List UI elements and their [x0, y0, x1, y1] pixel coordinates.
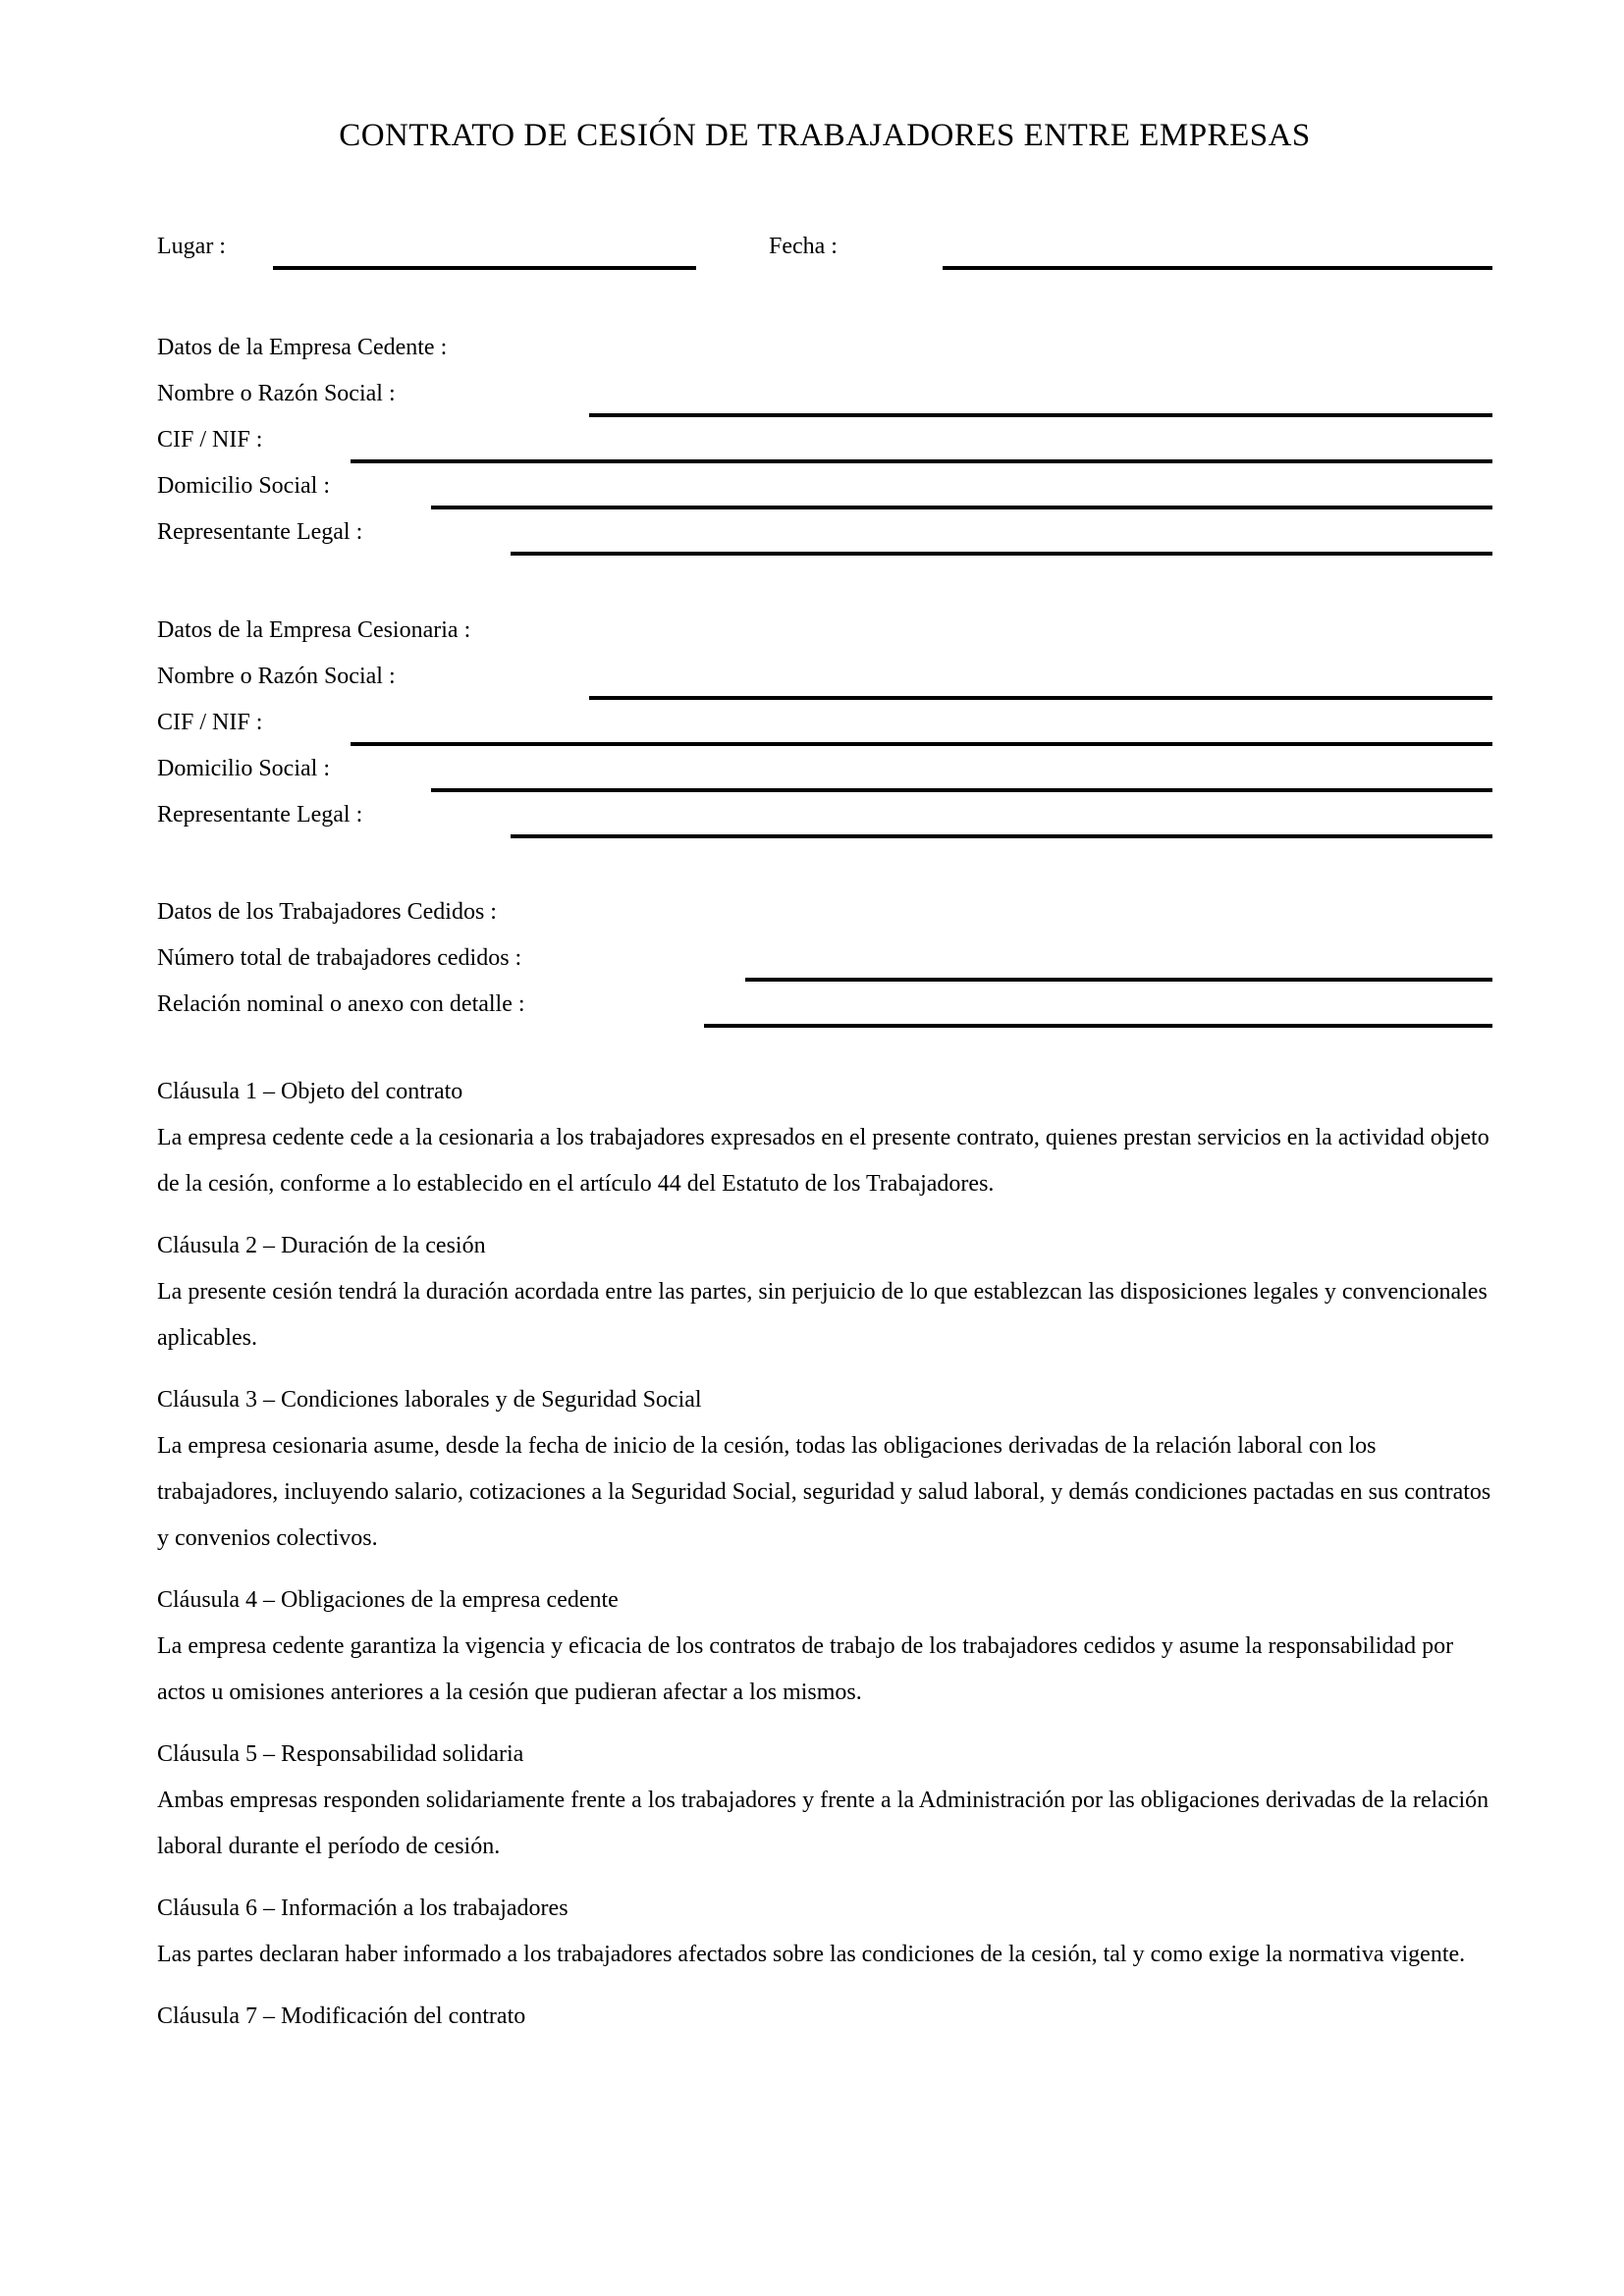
lugar-input-line[interactable]: [273, 266, 696, 270]
fecha-label: Fecha :: [769, 234, 838, 259]
section-heading-trabajadores-cedidos: Datos de los Trabajadores Cedidos :: [157, 899, 497, 925]
field-row: [157, 463, 1492, 509]
clause-7-heading: Cláusula 7 – Modificación del contrato: [157, 2003, 526, 2029]
fecha-input-line[interactable]: [943, 266, 1492, 270]
clause-2-body: La presente cesión tendrá la duración acordada entre las partes, sin perjuicio de lo que establezcan las disposiciones legales y convencionales aplicables.: [157, 1279, 1488, 1351]
section-heading-empresa-cesionaria: Datos de la Empresa Cesionaria :: [157, 617, 471, 643]
clause-6-heading: Cláusula 6 – Información a los trabajadores: [157, 1896, 568, 1921]
section-heading-empresa-cedente: Datos de la Empresa Cedente :: [157, 335, 448, 360]
document-title: CONTRATO DE CESIÓN DE TRABAJADORES ENTRE EMPRESAS: [339, 118, 1311, 153]
lugar-label: Lugar :: [157, 234, 226, 259]
clause-3-body: La empresa cesionaria asume, desde la fecha de inicio de la cesión, todas las obligaciones derivadas de la relación laboral con los trabajadores, incluyendo salario, cotizaciones a la Seguridad Social, seguridad y salud laboral, y demás condiciones pactadas en sus contratos y convenios colectivos.: [157, 1433, 1491, 1551]
clause-3-heading: Cláusula 3 – Condiciones laborales y de Seguridad Social: [157, 1387, 702, 1413]
field-row: [157, 935, 1492, 982]
numero-trabajadores-label: Número total de trabajadores cedidos :: [157, 945, 522, 971]
cedente-cif-label: CIF / NIF :: [157, 427, 263, 453]
field-row: [157, 654, 1492, 700]
cesionaria-nombre-label: Nombre o Razón Social :: [157, 664, 396, 689]
clause-5-body: Ambas empresas responden solidariamente frente a los trabajadores y frente a la Administración por las obligaciones derivadas de la relación laboral durante el período de cesión.: [157, 1788, 1489, 1859]
field-row: [157, 700, 1492, 746]
cedente-representante-input-line[interactable]: [511, 552, 1492, 556]
field-row: [157, 982, 1492, 1028]
cesionaria-representante-label: Representante Legal :: [157, 802, 363, 828]
clause-1-body: La empresa cedente cede a la cesionaria a los trabajadores expresados en el presente contrato, quienes prestan servicios en la actividad objeto de la cesión, conforme a lo establecido en el artículo 44 del Estatuto de los Trabajadores.: [157, 1125, 1489, 1197]
field-row: [157, 509, 1492, 556]
cedente-domicilio-label: Domicilio Social :: [157, 473, 330, 499]
clause-4-heading: Cláusula 4 – Obligaciones de la empresa cedente: [157, 1587, 619, 1613]
clause-6-body: Las partes declaran haber informado a los trabajadores afectados sobre las condiciones de la cesión, tal y como exige la normativa vigente.: [157, 1942, 1466, 1967]
cesionaria-domicilio-label: Domicilio Social :: [157, 756, 330, 781]
clause-5-heading: Cláusula 5 – Responsabilidad solidaria: [157, 1741, 524, 1767]
cesionaria-representante-input-line[interactable]: [511, 834, 1492, 838]
cedente-representante-label: Representante Legal :: [157, 519, 363, 545]
relacion-nominal-label: Relación nominal o anexo con detalle :: [157, 991, 525, 1017]
field-row: [157, 792, 1492, 838]
field-row: [157, 746, 1492, 792]
field-row: [157, 417, 1492, 463]
clause-2-heading: Cláusula 2 – Duración de la cesión: [157, 1233, 486, 1258]
clause-1-heading: Cláusula 1 – Objeto del contrato: [157, 1079, 463, 1104]
relacion-nominal-input-line[interactable]: [704, 1024, 1492, 1028]
field-row-lugar-fecha: [157, 223, 1492, 270]
clause-4-body: La empresa cedente garantiza la vigencia y eficacia de los contratos de trabajo de los trabajadores cedidos y asume la responsabilidad por actos u omisiones anteriores a la cesión que pudieran afectar a los mismos.: [157, 1633, 1454, 1705]
field-row: [157, 371, 1492, 417]
cedente-nombre-label: Nombre o Razón Social :: [157, 381, 396, 406]
cesionaria-cif-label: CIF / NIF :: [157, 710, 263, 735]
